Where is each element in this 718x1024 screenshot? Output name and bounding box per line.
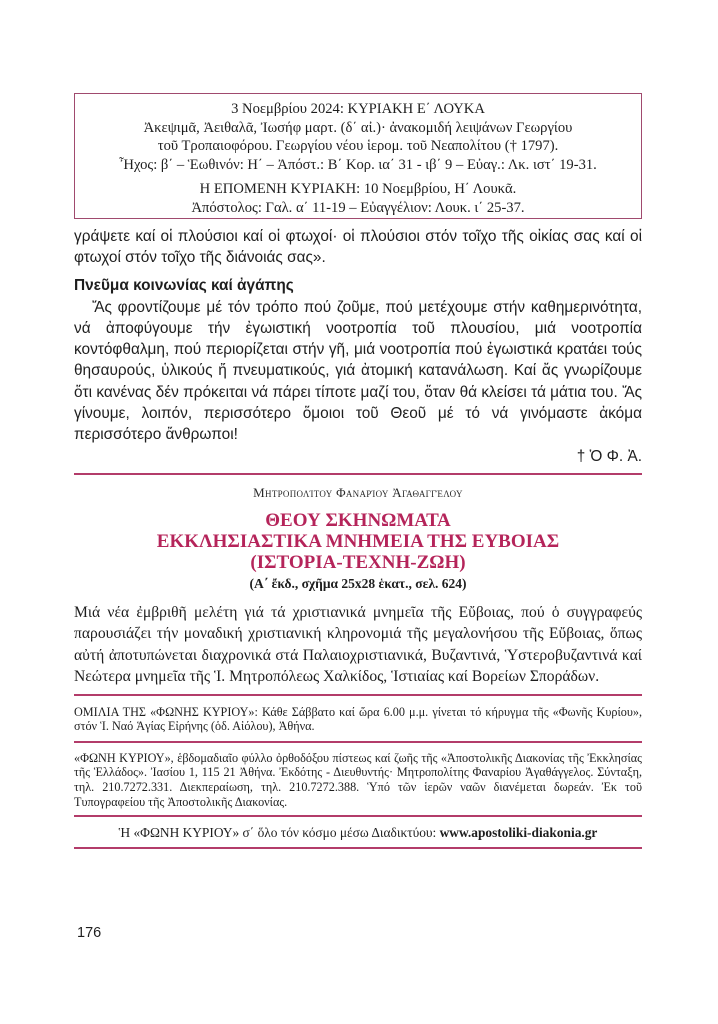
book-title-line: (ΙΣΤΟΡΙΑ-ΤΕΧΝΗ-ΖΩΗ) — [250, 551, 466, 573]
article-paragraph: Ἄς φροντίζουμε μέ τόν τρόπο πού ζοῦμε, πού μετέχουμε στήν καθημερινότητα, νά ἀποφύγουμε τήν ἐγωιστική νοοτροπία τοῦ πλουσίου, μιά νοοτροπία κοντόφθαλμη, πού περιορίζεται στήν γῆ, μιά νοοτροπία πού ἐγωιστικά κρατάει τούς θησαυρούς, ὑλικούς ἤ πνευματικούς, γιά ἀτομική κατανάλωση. Καί ἄς γνωρίζουμε ὅτι κανένας δέν πρόκειται νά πάρει τίποτε μαζί του, ὅταν θά κλείσει τά μάτια του. Ἄς γίνουμε, λοιπόν, περισσότερο ὅμοιοι τοῦ Θεοῦ μέ τό νά γινόμαστε ἀκόμα περισσότερο ἄνθρωποι! — [74, 298, 642, 444]
book-title — [74, 510, 642, 573]
liturgy-saints-line: Ἀκεψιμᾶ, Ἀειθαλᾶ, Ἰωσήφ μαρτ. (δ΄ αἰ.)· ἀνακομιδή λειψάνων Γεωργίου — [143, 119, 573, 136]
book-title-line: ΕΚΚΛΗΣΙΑΣΤΙΚΑ ΜΝΗΜΕΙΑ ΤΗΣ ΕΥΒΟΙΑΣ — [156, 530, 560, 552]
liturgy-date-heading: 3 Νοεμβρίου 2024: ΚΥΡΙΑΚΗ Ε΄ ΛΟΥΚΑ — [231, 101, 485, 117]
article-continuation: γράψετε καί οἱ πλούσιοι καί οἱ φτωχοί· οἱ πλούσιοι στόν τοῖχο τῆς οἰκίας σας καί οἱ φτωχοί στόν τοῖχο τῆς διάνοιάς σας». — [74, 228, 642, 267]
liturgy-calendar-box — [74, 93, 642, 219]
publisher-notice: «ΦΩΝΗ ΚΥΡΙΟΥ», ἑβδομαδιαῖο φύλλο ὀρθοδόξου πίστεως καί ζωῆς τῆς «Ἀποστολικῆς Διακονίας τῆς Ἐκκλησίας τῆς Ἑλλάδος». Ἰασίου 1, 115 21 Ἀθήνα. Ἐκδότης - Διευθυντής· Μητροπολίτης Φαναρίου Ἀγαθάγγελος. Σύνταξη, τηλ. 210.7272.331. Διεκπεραίωση, τηλ. 210.7272.388. Ὑπό τῶν ἱερῶν ναῶν διανέμεται δωρεάν. Ἐκ τοῦ Τυπογραφείου τῆς Ἀποστολικῆς Διακονίας. — [74, 750, 642, 809]
online-notice-text: Ἡ «ΦΩΝΗ ΚΥΡΙΟΥ» σ΄ ὅλο τόν κόσμο μέσω Διαδικτύου: — [118, 825, 440, 841]
book-description: Μιά νέα ἐμβριθῆ μελέτη γιά τά χριστιανικά μνημεῖα τῆς Εὔβοιας, πού ὁ συγγραφεύς παρουσιάζει τήν μοναδική χριστιανική κληρονομιά τῆς μεγαλονήσου τῆς Εὔβοιας, ὅπως αὐτή ἀποτυπώνεται διαχρονικά στά Παλαιοχριστιανικά, Βυζαντινά, Ὑστεροβυζαντινά καί Νεώτερα μνημεῖα τῆς Ἱ. Μητροπόλεως Χαλκίδος, Ἱστιαίας καί Βορείων Σποράδων. — [74, 603, 642, 686]
divider — [74, 473, 642, 475]
liturgy-readings-line: Ἦχος: β΄ – Ἑωθινόν: Η΄ – Ἀπόστ.: Β΄ Κορ. ια΄ 31 - ιβ΄ 9 – Εὐαγ.: Λκ. ιστ΄ 19-31. — [119, 156, 597, 173]
section-heading: Πνεῦμα κοινωνίας καί ἀγάπης — [74, 276, 294, 294]
divider — [74, 847, 642, 849]
page-number: 176 — [77, 925, 102, 941]
page — [74, 93, 642, 849]
book-title-line: ΘΕΟΥ ΣΚΗΝΩΜΑΤΑ — [265, 509, 451, 531]
next-sunday-readings: Ἀπόστολος: Γαλ. α΄ 11-19 – Εὐαγγέλιον: Λουκ. ι΄ 25-37. — [191, 199, 525, 216]
author-signature: † Ὁ Φ. Ἀ. — [576, 447, 642, 465]
online-notice — [74, 817, 642, 847]
next-sunday-heading: Η ΕΠΟΜΕΝΗ ΚΥΡΙΑΚΗ: 10 Νοεμβρίου, Η΄ Λουκᾶ. — [199, 181, 517, 198]
book-edition-info: (Α΄ ἔκδ., σχῆμα 25x28 ἑκατ., σελ. 624) — [249, 575, 467, 591]
book-author: Μητροπολίτου Φαναρίου Ἀγαθαγγέλου — [253, 484, 463, 500]
website-link[interactable]: www.apostoliki-diakonia.gr — [439, 825, 598, 841]
liturgy-saints-line: τοῦ Τροπαιοφόρου. Γεωργίου νέου ἱερομ. τοῦ Νεαπολίτου († 1797). — [157, 138, 559, 155]
sermon-notice: ΟΜΙΛΙΑ ΤΗΣ «ΦΩΝΗΣ ΚΥΡΙΟΥ»: Κάθε Σάββατο καί ὥρα 6.00 μ.μ. γίνεται τό κήρυγμα τῆς «Φωνῆς Κυρίου», στόν Ἱ. Ναό Ἁγίας Εἰρήνης (ὁδ. Αἰόλου), Ἀθήνα. — [74, 704, 642, 734]
